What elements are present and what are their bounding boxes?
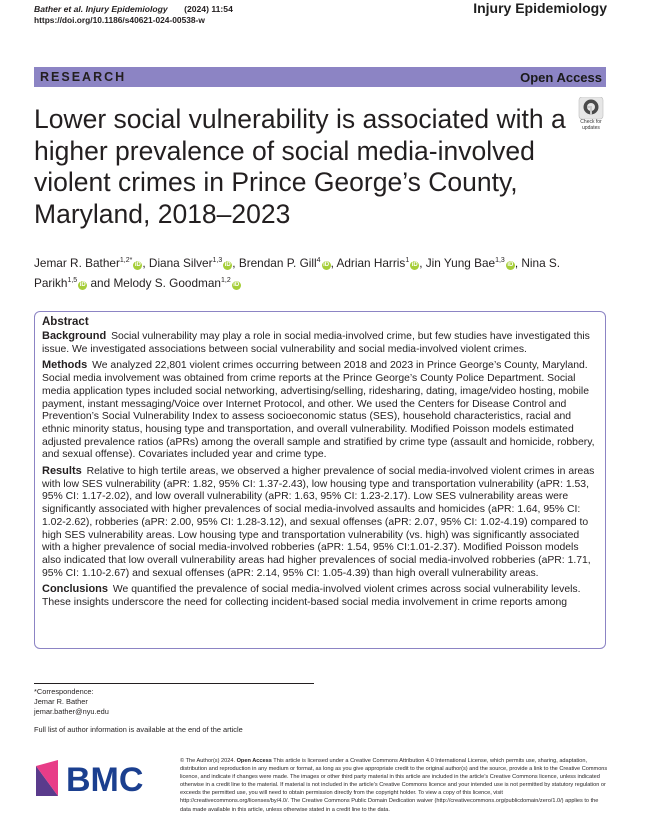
author-affiliation: 1,3	[495, 257, 505, 264]
author-separator: ,	[232, 255, 239, 270]
author-name[interactable]: Diana Silver	[148, 255, 213, 270]
license-text: This article is licensed under a Creative Commons Attribution 4.0 International License, which permits use, sharing, adaptation, distribution and reproduction in any medium or format, as long as you give appropriate credit to the original author(s) and the source, provide a link to the Creative Commons licence, and indicate if changes were made. The images or other third party material in this article are included in the article’s Creative Commons licence, unless indicated otherwise in a credit line to the material. If material is not included in the article’s Creative Commons licence and your intended use is not permitted by statutory regulation or exceeds the permitted use, you will need to obtain permission directly from the copyright holder. To view a copy of this licence, visit http://creativecommons.org/licenses/by/4.0/. The Creative Commons Public Domain Dedication waiver (http://creativecommons.org/publicdomain/zero/1.0/) applies to the data made available in this article, unless otherwise stated in a credit line to the data.	[180, 758, 608, 813]
abstract-heading: Abstract	[42, 316, 89, 328]
author-name[interactable]: Adrian Harris	[336, 255, 406, 270]
orcid-icon[interactable]: iD	[411, 261, 418, 268]
orcid-icon[interactable]: iD	[79, 281, 86, 288]
running-header	[34, 4, 233, 26]
author-affiliation: 1,2*	[119, 257, 133, 264]
author-affiliation: 1,3	[212, 257, 223, 264]
correspondence-label: *Correspondence:	[34, 687, 94, 696]
author-name[interactable]: Jemar R. Bather	[34, 255, 120, 270]
orcid-icon[interactable]: iD	[134, 261, 141, 268]
author-name[interactable]: Jin Yung Bae	[425, 255, 496, 270]
author-separator: ,	[514, 255, 522, 270]
correspondence	[34, 687, 109, 717]
background-label: Background	[42, 330, 107, 342]
author-separator: ,	[419, 255, 426, 270]
author-affiliation: 1	[405, 257, 410, 264]
conclusions-label: Conclusions	[42, 583, 109, 596]
check-for-updates-badge[interactable]	[574, 97, 608, 129]
background-text: Social vulnerability may play a role in social media-involved crime, but few studies have investigated this issue. We investigated associations between social vulnerability and social media-involved violent crimes.	[42, 331, 590, 355]
correspondence-email[interactable]: jemar.bather@nyu.edu	[34, 707, 109, 716]
header-doi-link[interactable]: https://doi.org/10.1186/s40621-024-00538-w	[34, 15, 205, 25]
author-separator: ,	[330, 255, 337, 270]
results-label: Results	[42, 465, 82, 478]
author-separator: ,	[142, 255, 149, 270]
open-access-label: Open Access	[520, 69, 602, 85]
orcid-icon[interactable]: iD	[507, 261, 514, 268]
journal-name: Injury Epidemiology	[473, 0, 607, 16]
results-text: Relative to high tertile areas, we observed a higher prevalence of social media-involved violent crimes in areas with low SES vulnerability (aPR: 1.82, 95% CI: 1.37-2.43), low housing type and transportation vulnerability (aPR: 1.53, 95% CI: 1.17-2.02), and low overall vulnerability (aPR: 1.63, 95% CI: 1.23-2.17). Low SES vulnerability areas were significantly associated with higher prevalences of social media-involved assaults and homicides (aPR: 1.64, 95% CI: 1.02-2.62), robberies (aPR: 2.00, 95% CI: 1.28-3.12), and sexual offenses (aPR: 2.07, 95% CI: 1.02-4.19) compared to high SES vulnerability areas. Low housing type and transportation vulnerability (vs. high) was significantly associated with a higher prevalence of social media-involved robberies (aPR: 1.54, 95% CI:1.01-2.37). Modified Poisson models also indicated that low overall vulnerability areas had higher prevalences of social media-involved robberies (aPR: 1.71, 95% CI: 1.10-2.67) and sexual offenses (aPR: 2.14, 95% CI: 1.05-4.39) than high overall vulnerability areas.	[42, 466, 595, 579]
header-citation: Bather et al. Injury Epidemiology	[34, 4, 168, 14]
abstract-background	[42, 330, 598, 356]
full-author-info-note: Full list of author information is available at the end of the article	[34, 725, 243, 734]
bmc-logo-text: BMC	[66, 761, 144, 796]
abstract-conclusions	[42, 583, 598, 609]
bmc-logo-mark	[36, 760, 166, 796]
author-name[interactable]: Brendan P. Gill	[238, 255, 317, 270]
license-statement	[180, 757, 608, 814]
crossmark-icon	[574, 97, 608, 120]
section-label: RESEARCH	[40, 70, 127, 84]
author-affiliation: 1,2	[220, 276, 231, 284]
orcid-icon[interactable]: iD	[323, 261, 330, 268]
crossmark-label: Check for updates	[580, 119, 602, 131]
header-year-page: (2024) 11:54	[184, 4, 233, 14]
author-separator: and	[87, 275, 114, 290]
bmc-logo	[36, 760, 166, 796]
orcid-icon[interactable]: iD	[233, 281, 240, 288]
abstract-results	[42, 465, 598, 580]
conclusions-text: We quantified the prevalence of social media-involved violent crimes across social vulnerability levels. These insights underscore the need for collecting incident-based social media involvement in crime reports among	[42, 584, 581, 609]
license-open-access: Open Access	[236, 758, 272, 764]
methods-label: Methods	[42, 359, 88, 372]
author-name[interactable]: Melody S. Goodman	[113, 275, 221, 290]
abstract-box	[34, 311, 606, 649]
methods-text: We analyzed 22,801 violent crimes occurring between 2018 and 2023 in Prince George’s County, Maryland. Social media involvement was obtained from crime reports at the Prince George’s County Police Department. Social media application types included social networking, advertising/selling, ridesharing, dating, image/video hosting, mobile payment, instant messaging/Voice over Internet Protocol, and other. We used the Centers for Disease Control and Prevention’s Social Vulnerability Index to assess socioeconomic status (SES), household characteristics, racial and ethnic minority status, housing type and transportation, and overall vulnerability. Modified Poisson models estimated adjusted prevalence ratios (aPRs) among the overall sample and stratified by crime type (assault and homicide, robbery, and sexual offense). Covariates included year and crime type.	[42, 360, 595, 461]
abstract-methods	[42, 359, 598, 462]
orcid-icon[interactable]: iD	[224, 261, 231, 268]
author-name[interactable]: Nina S. Parikh	[34, 255, 561, 290]
copyright-text: © The Author(s) 2024.	[180, 758, 236, 764]
author-affiliation: 1,5	[67, 276, 78, 284]
author-affiliation: 4	[316, 257, 321, 264]
correspondence-name: Jemar R. Bather	[34, 697, 88, 706]
section-banner	[34, 67, 606, 87]
footnote-rule	[34, 683, 314, 684]
author-list	[34, 252, 606, 292]
article-title: Lower social vulnerability is associated with a higher prevalence of social media-involved violent crimes in Prince George’s County, Maryland, 2018–2023	[34, 104, 566, 229]
